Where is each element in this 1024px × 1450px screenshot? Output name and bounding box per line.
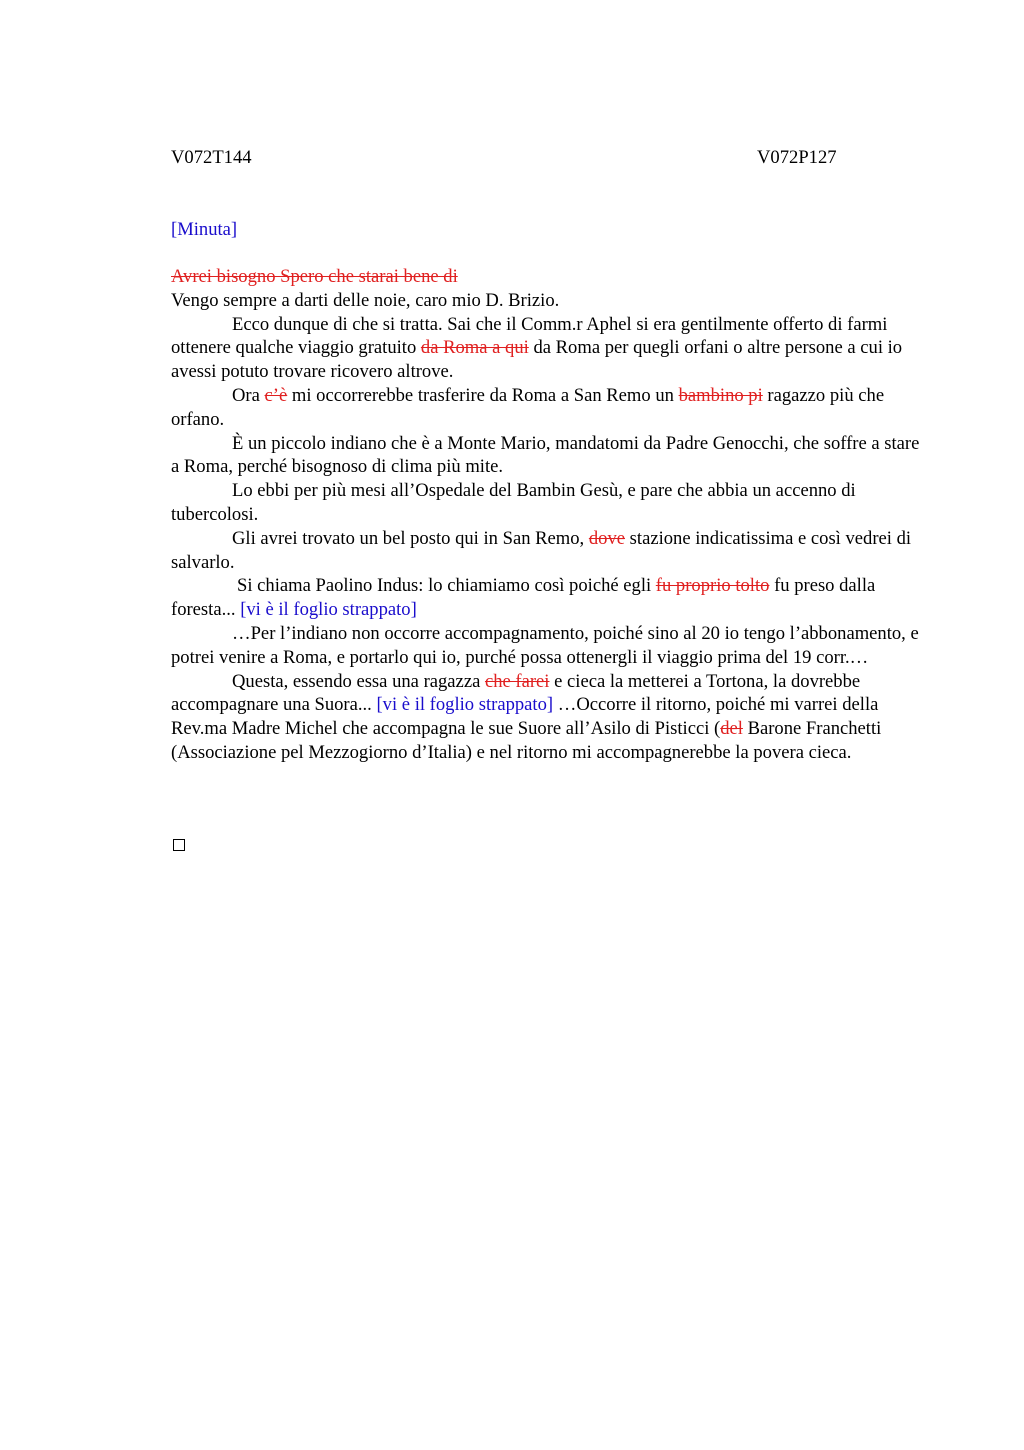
text-run: Si chiama Paolino Indus: lo chiamiamo così poiché egli — [237, 575, 656, 597]
text-run: stazione indicatissima e così vedrei di salvarlo. — [171, 527, 912, 573]
paragraph-5: Lo ebbi per più mesi all’Ospedale del Bambin Gesù, e pare che abbia un accenno di tubercolosi. — [171, 480, 856, 525]
text-run: mi occorrerebbe trasferire da Roma a San Remo un — [287, 384, 679, 406]
end-marker-box-icon — [173, 839, 185, 851]
deleted-text: dove — [588, 527, 626, 549]
paragraph-3 — [171, 384, 931, 432]
text-run: ragazzo più che orfano. — [171, 384, 885, 430]
text-run: Ora — [232, 384, 265, 406]
text-run: …Occorre il ritorno, poiché mi varrei della Rev.ma Madre Michel che accompagna le sue Suore all’Asilo di Pisticci ( — [171, 694, 879, 740]
minuta-label: [Minuta] — [171, 219, 238, 240]
paragraph-1: Vengo sempre a darti delle noie, caro mio D. Brizio. — [171, 289, 560, 311]
deleted-text: che farei — [484, 670, 550, 692]
letter-body — [171, 265, 931, 765]
deleted-text: fu proprio tolto — [655, 575, 770, 597]
deleted-text: Avrei bisogno Spero che starai bene di — [171, 266, 458, 287]
text-run: Ecco dunque di che si tratta. Sai che il Comm.r Aphel si era gentilmente offerto di farmi ottenere qualche viaggio gratuito — [171, 313, 888, 359]
text-run: Questa, essendo essa una ragazza — [232, 670, 485, 692]
text-run: Barone Franchetti (Associazione pel Mezzogiorno d’Italia) e nel ritorno mi accompagnerebbe la povera cieca. — [171, 718, 882, 763]
editorial-note: [vi è il foglio strappato] — [376, 694, 554, 716]
deleted-text: c’è — [264, 384, 288, 406]
paragraph-9 — [171, 670, 931, 765]
deleted-text: da Roma a qui — [420, 337, 529, 359]
paragraph-7 — [171, 574, 931, 622]
document-code-left: V072T144 — [171, 147, 252, 168]
deleted-text: del — [720, 718, 743, 740]
text-run: e cieca la metterei a Tortona, la dovrebbe accompagnare una Suora... — [171, 670, 861, 716]
paragraph-6 — [171, 527, 931, 575]
deleted-text: bambino pi — [678, 384, 763, 406]
text-run: Gli avrei trovato un bel posto qui in San Remo, — [232, 527, 589, 549]
paragraph-8: …Per l’indiano non occorre accompagnamento, poiché sino al 20 io tengo l’abbonamento, e potrei venire a Roma, e portarlo qui io, purché possa ottenergli il viaggio prima del 19 corr.… — [171, 622, 919, 668]
paragraph-2 — [171, 313, 931, 384]
editorial-note: [vi è il foglio strappato] — [240, 599, 417, 621]
deleted-opening-line — [171, 265, 931, 289]
document-header — [171, 146, 851, 170]
document-code-right: V072P127 — [757, 147, 837, 168]
text-run: da Roma per quegli orfani o altre persone a cui io avessi potuto trovare ricovero altrove. — [171, 337, 903, 383]
paragraph-4: È un piccolo indiano che è a Monte Mario, mandatomi da Padre Genocchi, che soffre a stare a Roma, perché bisognoso di clima più mite. — [171, 432, 920, 478]
text-run: fu preso dalla foresta... — [171, 575, 876, 621]
